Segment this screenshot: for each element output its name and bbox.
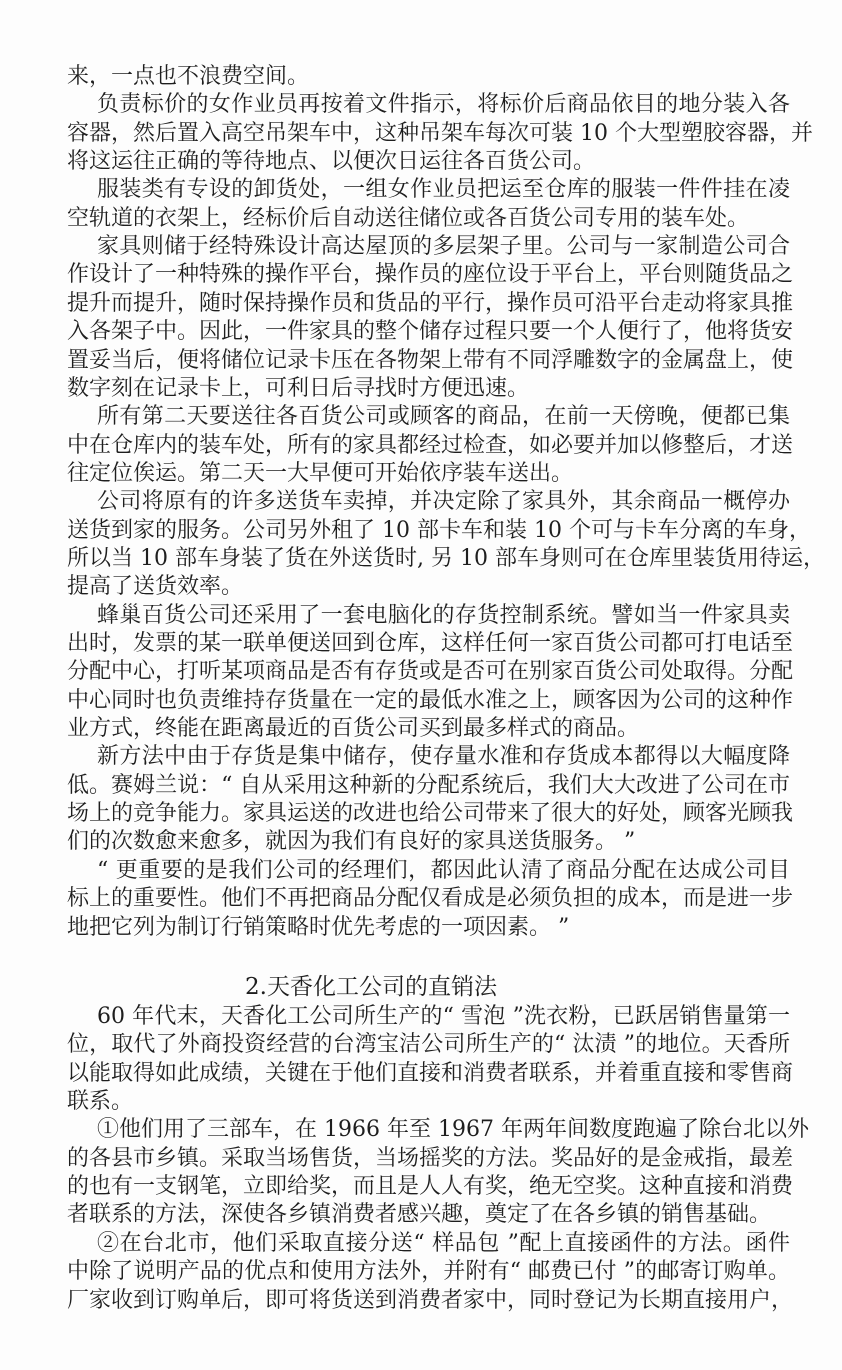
text-line: 位，取代了外商投资经营的台湾宝洁公司所生产的“ 汰渍 ”的地位。天香所 [67, 1032, 790, 1058]
text-line: 的各县市乡镇。采取当场售货，当场摇奖的方法。奖品好的是金戒指，最差 [67, 1145, 794, 1171]
text-line: 来，一点也不浪费空间。 [67, 64, 310, 89]
text-line: 所以当 10 部车身装了货在外送货时, 另 10 部车身则可在仓库里装货用待运， [67, 545, 825, 571]
text-line: 中在仓库内的装车处，所有的家具都经过检查，如必要并加以修整后，才送 [67, 432, 794, 458]
text-line: ②在台北市，他们采取直接分送“ 样品包 ”配上直接函件的方法。函件 [97, 1230, 790, 1256]
text-line: 置妥当后，便将储位记录卡压在各物架上带有不同浮雕数字的金属盘上，使 [67, 347, 794, 373]
text-line: 蜂巢百货公司还采用了一套电脑化的存货控制系统。譬如当一件家具卖 [97, 602, 790, 628]
text-line: 分配中心，打听某项商品是否有存货或是否可在别家百货公司处取得。分配 [67, 659, 794, 685]
text-line: 服装类有专设的卸货处，一组女作业员把运至仓库的服装一件件挂在凌 [97, 177, 790, 203]
text-line: 标上的重要性。他们不再把商品分配仅看成是必须负担的成本，而是进一步 [67, 886, 794, 912]
text-line: 往定位俟运。第二天一大早便可开始依序装车送出。 [67, 460, 574, 486]
section-heading: 2.天香化工公司的直销法 [245, 974, 497, 1000]
text-line: “ 更重要的是我们公司的经理们，都因此认清了商品分配在达成公司目 [97, 857, 790, 883]
text-line: 联系。 [67, 1089, 134, 1115]
text-line: 中除了说明产品的优点和使用方法外，并附有“ 邮费已付 ”的邮寄订购单。 [67, 1259, 790, 1285]
text-line: 60 年代末，天香化工公司所生产的“ 雪泡 ”洗衣粉，已跃居销售量第一 [97, 1004, 790, 1029]
text-line: 所有第二天要送往各百货公司或顾客的商品，在前一天傍晚，便都已集 [97, 404, 790, 430]
text-line: 场上的竞争能力。家具运送的改进也给公司带来了很大的好处，顾客光顾我 [67, 801, 794, 827]
text-line: 的也有一支钢笔，立即给奖，而且是人人有奖，绝无空奖。这种直接和消费 [67, 1174, 794, 1200]
text-line: 低。赛姆兰说：“ 自从采用这种新的分配系统后，我们大大改进了公司在市 [67, 772, 790, 798]
text-line: 家具则储于经特殊设计高达屋顶的多层架子里。公司与一家制造公司合 [97, 234, 790, 260]
text-line: 容器，然后置入高空吊架车中，这种吊架车每次可装 10 个大型塑胶容器，并 [67, 120, 813, 146]
text-line: 数字刻在记录卡上，可利日后寻找时方便迅速。 [67, 375, 530, 401]
text-line: 新方法中由于存货是集中储存，使存量水准和存货成本都得以大幅度降 [97, 744, 790, 770]
text-line: 送货到家的服务。公司另外租了 10 部卡车和装 10 个可与卡车分离的车身， [67, 517, 811, 543]
text-line: 中心同时也负责维持存货量在一定的最低水准之上，顾客因为公司的这种作 [67, 687, 794, 713]
text-line: 以能取得如此成绩，关键在于他们直接和消费者联系，并着重直接和零售商 [67, 1060, 794, 1086]
text-line: 提高了送货效率。 [67, 574, 244, 600]
text-line: ①他们用了三部车，在 1966 年至 1967 年两年间数度跑遍了除台北以外 [97, 1117, 809, 1143]
text-line: 厂家收到订购单后，即可将货送到消费者家中，同时登记为长期直接用户， [67, 1287, 794, 1313]
text-line: 空轨道的衣架上，经标价后自动送往储位或各百货公司专用的装车处。 [67, 205, 750, 231]
text-line: 出时，发票的某一联单便送回到仓库，这样任何一家百货公司都可打电话至 [67, 631, 794, 656]
text-line: 提升而提升，随时保持操作员和货品的平行，操作员可沿平台走动将家具推 [67, 290, 794, 316]
text-line: 业方式，终能在距离最近的百货公司买到最多样式的商品。 [67, 716, 640, 742]
text-line: 将这运往正确的等待地点、以便次日运往各百货公司。 [67, 149, 596, 175]
text-line: 者联系的方法，深使各乡镇消费者感兴趣，奠定了在各乡镇的销售基础。 [67, 1202, 772, 1228]
text-line: 公司将原有的许多送货车卖掉，并决定除了家具外，其余商品一概停办 [97, 489, 790, 515]
text-line: 地把它列为制订行销策略时优先考虑的一项因素。 ” [67, 914, 570, 940]
text-line: 作设计了一种特殊的操作平台，操作员的座位设于平台上，平台则随货品之 [67, 262, 794, 288]
text-line: 负责标价的女作业员再按着文件指示，将标价后商品依目的地分装入各 [97, 92, 790, 118]
text-line: 入各架子中。因此，一件家具的整个储存过程只要一个人便行了，他将货安 [67, 319, 794, 345]
text-line: 们的次数愈来愈多，就因为我们有良好的家具送货服务。 ” [67, 829, 636, 855]
